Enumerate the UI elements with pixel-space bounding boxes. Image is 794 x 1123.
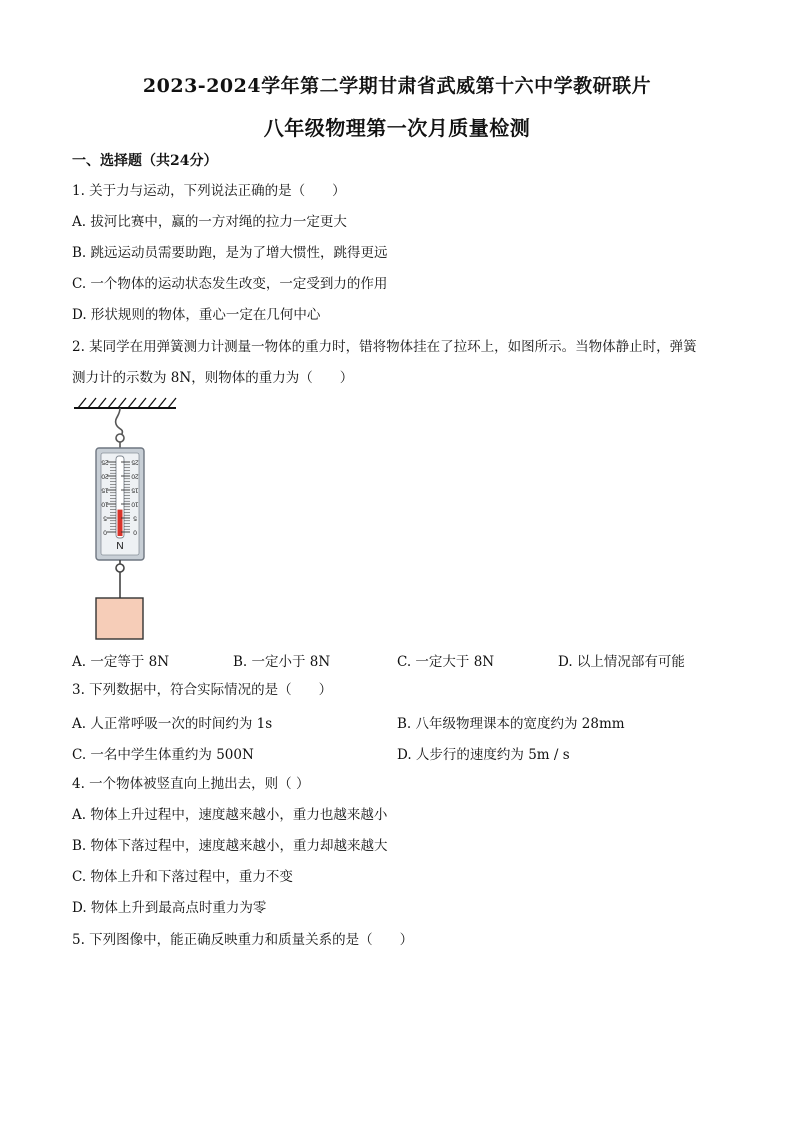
q5-stem: 5. 下列图像中，能正确反映重力和质量关系的是（ ） (72, 932, 414, 948)
q4-option-c: C. 物体上升和下落过程中，重力不变 (72, 869, 293, 885)
hanging-block (96, 598, 143, 639)
q3-option-a: A. 人正常呼吸一次的时间约为 1s (72, 716, 273, 732)
scale-unit-label: N (116, 541, 124, 552)
ceiling-support (74, 398, 176, 408)
spring-scale-figure (70, 392, 180, 642)
top-hook (116, 408, 124, 450)
q2-option-a: A. 一定等于 8N (72, 654, 170, 670)
q1-option-b: B. 跳远运动员需要助跑，是为了增大惯性，跳得更远 (72, 245, 388, 261)
q4-option-d: D. 物体上升到最高点时重力为零 (72, 900, 267, 916)
section-heading-choice: 一、选择题（共24分） (72, 153, 218, 169)
scale-tick-label: 15 (101, 486, 109, 494)
scale-tick-label: 25 (131, 458, 139, 466)
scale-tick-label: 5 (103, 514, 107, 522)
scale-tick-label: 15 (131, 486, 139, 494)
q3-option-b: B. 八年级物理课本的宽度约为 28mm (397, 716, 625, 732)
q2-option-b: B. 一定小于 8N (233, 654, 331, 670)
bottom-ring (116, 560, 124, 598)
scale-tick-label: 5 (133, 514, 137, 522)
scale-tick-label: 20 (131, 472, 139, 480)
exam-title-line1: 2023-2024学年第二学期甘肃省武威第十六中学教研联片 (142, 75, 652, 97)
exam-title-line2: 八年级物理第一次月质量检测 (263, 116, 531, 140)
q1-option-c: C. 一个物体的运动状态发生改变，一定受到力的作用 (72, 276, 388, 292)
q1-stem: 1. 关于力与运动，下列说法正确的是（ ） (72, 183, 346, 199)
scale-tick-label: 0 (103, 528, 107, 536)
q4-option-b: B. 物体下落过程中，速度越来越小，重力却越来越大 (72, 838, 388, 854)
q3-option-c: C. 一名中学生体重约为 500N (72, 747, 254, 763)
q2-option-d: D. 以上情况部有可能 (558, 654, 685, 670)
q2-stem-line1: 2. 某同学在用弹簧测力计测量一物体的重力时，错将物体挂在了拉环上，如图所示。当物体静止时，弹簧 (72, 339, 697, 355)
q4-stem: 4. 一个物体被竖直向上抛出去，则（ ） (72, 776, 310, 792)
scale-tick-label: 10 (101, 500, 109, 508)
q2-stem-line2: 测力计的示数为 8N，则物体的重力为（ ） (72, 370, 354, 386)
q4-option-a: A. 物体上升过程中，速度越来越小，重力也越来越小 (72, 807, 388, 823)
scale-tick-label: 20 (101, 472, 109, 480)
q1-option-a: A. 拔河比赛中，赢的一方对绳的拉力一定更大 (72, 214, 347, 230)
q3-option-d: D. 人步行的速度约为 5m / s (397, 747, 570, 763)
scale-tick-label: 25 (101, 458, 109, 466)
q2-option-c: C. 一定大于 8N (397, 654, 495, 670)
q1-option-d: D. 形状规则的物体，重心一定在几何中心 (72, 307, 321, 323)
scale-tick-label: 0 (133, 528, 137, 536)
q3-stem: 3. 下列数据中，符合实际情况的是（ ） (72, 682, 333, 698)
scale-tick-label: 10 (131, 500, 139, 508)
